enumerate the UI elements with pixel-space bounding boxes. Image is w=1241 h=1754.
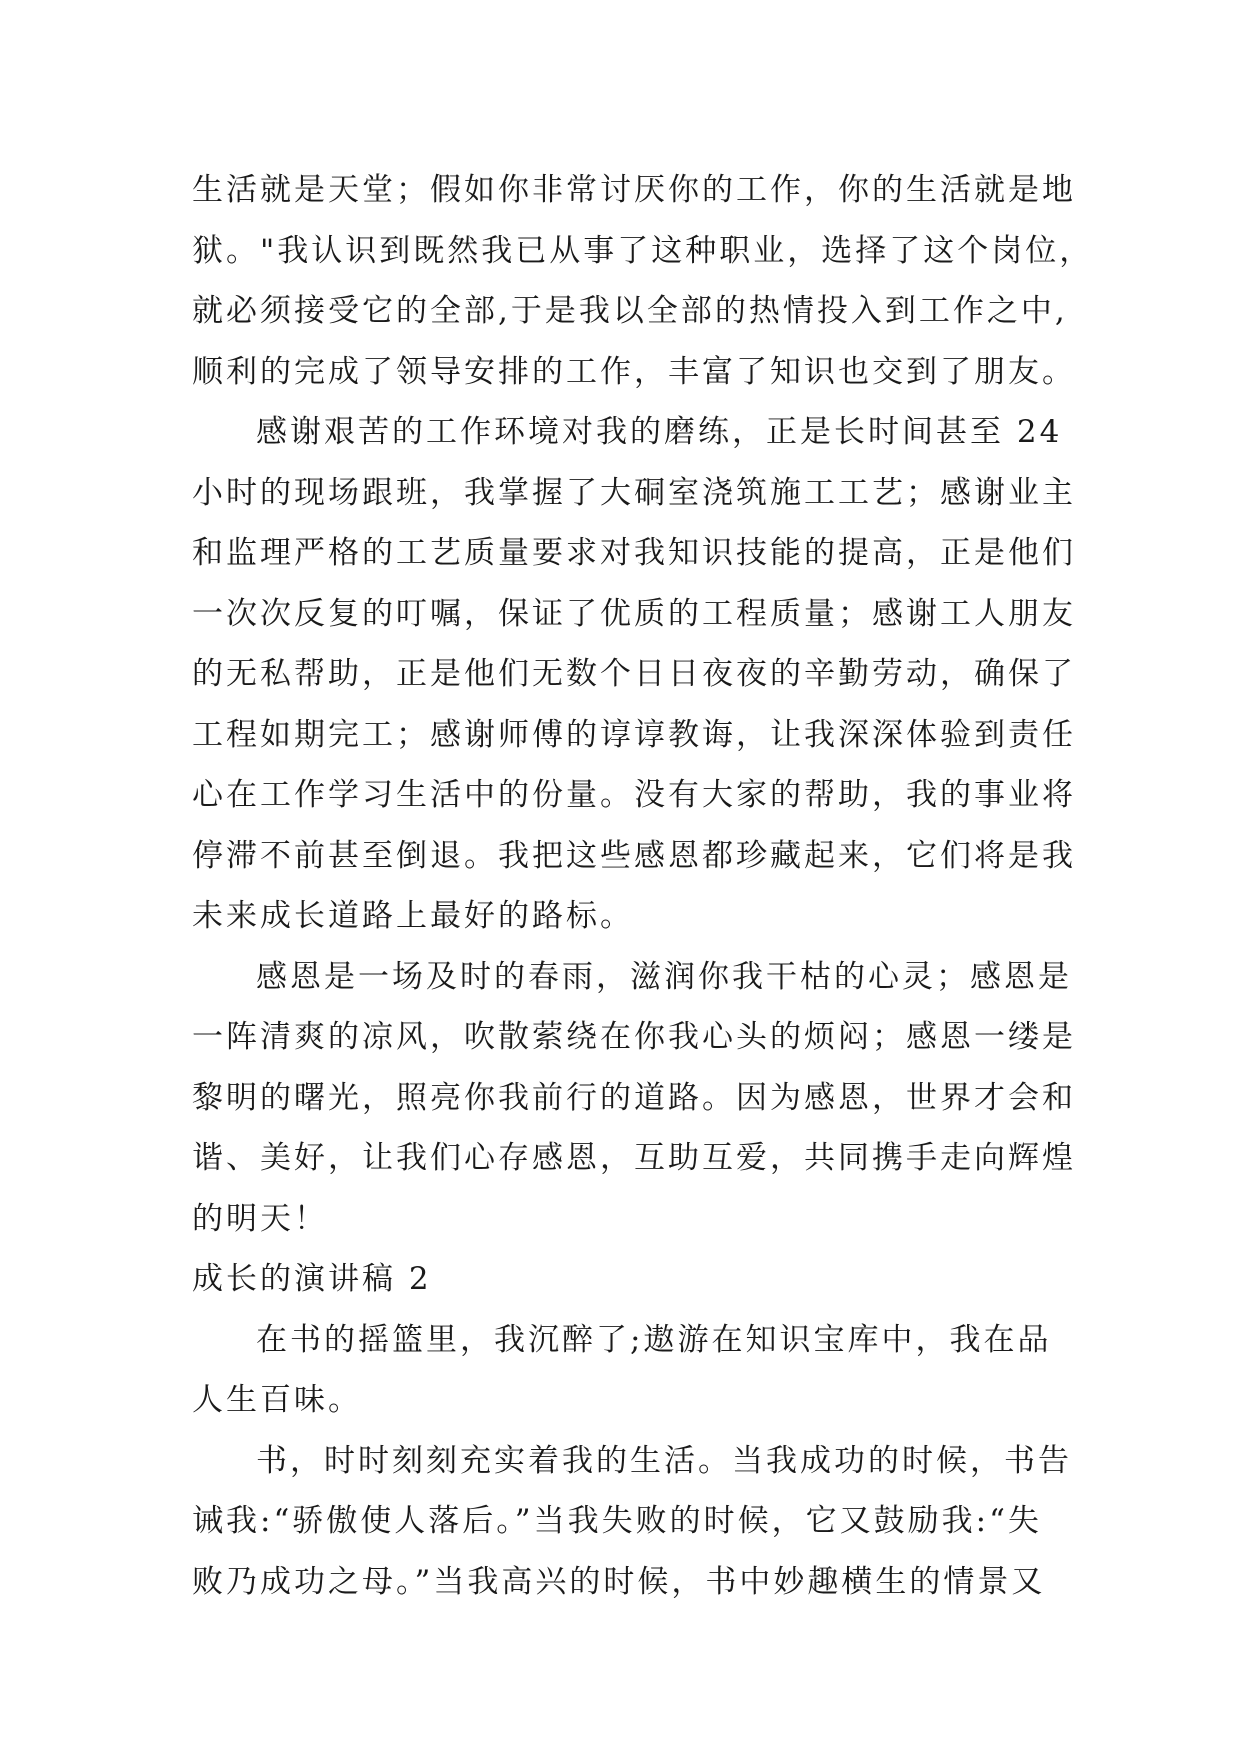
text-line: 的明天！ <box>192 1200 328 1237</box>
text-line: 在书的摇篮里，我沉醉了;遨游在知识宝库中，我在品 <box>256 1321 1052 1358</box>
section-heading: 成长的演讲稿 2 <box>192 1261 432 1297</box>
text-line: 诫我:“骄傲使人落后。”当我失败的时候，它又鼓励我:“失 <box>192 1503 1042 1539</box>
document-body <box>192 160 1092 1612</box>
text-line: 感恩是一场及时的春雨，滋润你我干枯的心灵；感恩是 <box>256 958 1072 995</box>
text-line: 生活就是天堂；假如你非常讨厌你的工作，你的生活就是地 <box>192 172 1076 208</box>
text-line: 心在工作学习生活中的份量。没有大家的帮助，我的事业将 <box>192 777 1076 813</box>
text-line: 人生百味。 <box>192 1382 362 1418</box>
text-line: 一阵清爽的凉风，吹散萦绕在你我心头的烦闷；感恩一缕是 <box>192 1019 1076 1055</box>
text-line: 的无私帮助，正是他们无数个日日夜夜的辛勤劳动，确保了 <box>192 656 1076 692</box>
text-line: 黎明的曙光，照亮你我前行的道路。因为感恩，世界才会和 <box>192 1079 1076 1116</box>
text-line: 小时的现场跟班，我掌握了大硐室浇筑施工工艺；感谢业主 <box>192 474 1076 511</box>
text-line: 书，时时刻刻充实着我的生活。当我成功的时候，书告 <box>256 1442 1072 1479</box>
text-line: 败乃成功之母。”当我高兴的时候，书中妙趣横生的情景又 <box>192 1563 1046 1600</box>
text-line: 谐、美好，让我们心存感恩，互助互爱，共同携手走向辉煌 <box>192 1140 1076 1176</box>
text-line: 未来成长道路上最好的路标。 <box>192 898 634 934</box>
text-line: 顺利的完成了领导安排的工作，丰富了知识也交到了朋友。 <box>192 353 1076 390</box>
text-line: 和监理严格的工艺质量要求对我知识技能的提高，正是他们 <box>192 535 1076 571</box>
text-line: 停滞不前甚至倒退。我把这些感恩都珍藏起来，它们将是我 <box>192 837 1076 874</box>
text-line: 感谢艰苦的工作环境对我的磨练，正是长时间甚至 24 <box>256 414 1063 450</box>
text-line: 一次次反复的叮嘱，保证了优质的工程质量；感谢工人朋友 <box>192 595 1076 632</box>
text-line: 就必须接受它的全部,于是我以全部的热情投入到工作之中, <box>192 293 1068 329</box>
text-line: 狱。"我认识到既然我已从事了这种职业，选择了这个岗位， <box>192 232 1094 269</box>
text-line: 工程如期完工；感谢师傅的谆谆教诲，让我深深体验到责任 <box>192 716 1076 753</box>
